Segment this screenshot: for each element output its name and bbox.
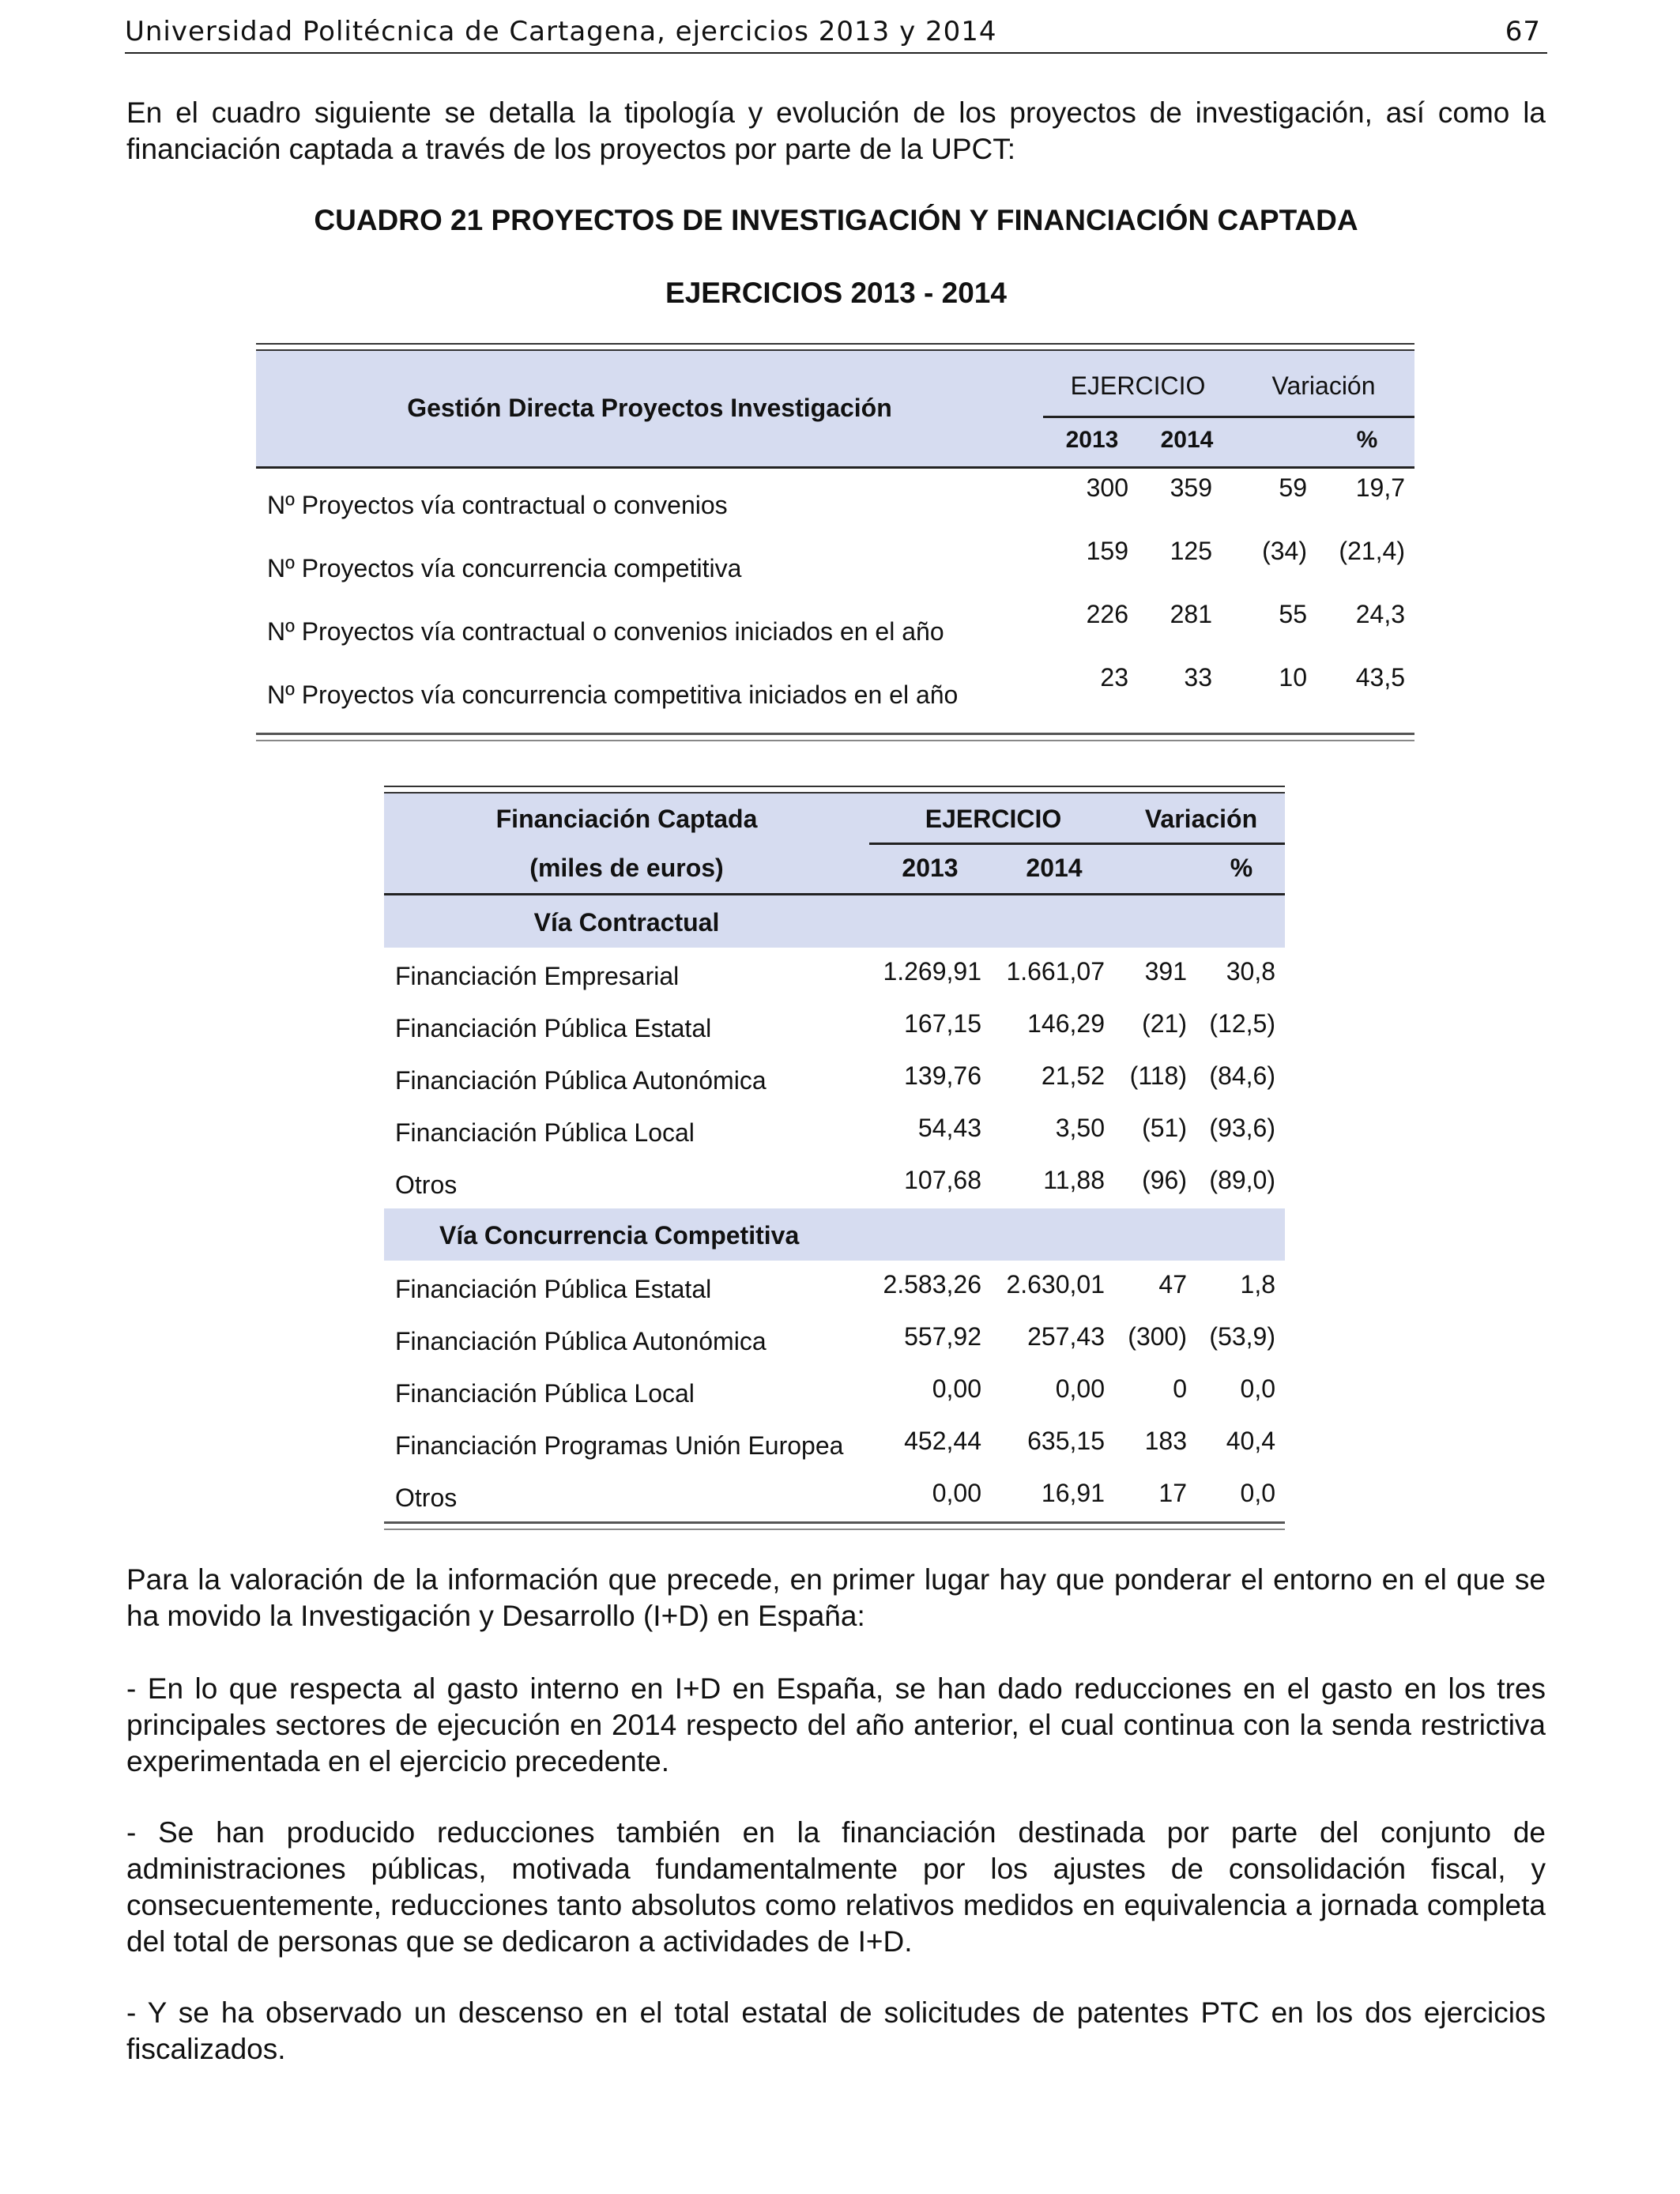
cell-percent: (93,6) xyxy=(1209,1114,1275,1142)
header-2014: 2014 xyxy=(1160,427,1214,453)
cell-variation: (96) xyxy=(1142,1166,1187,1194)
row-label: Financiación Programas Unión Europea xyxy=(395,1431,844,1460)
section-via-concurrencia xyxy=(384,1208,1285,1261)
cell-percent: (84,6) xyxy=(1209,1061,1275,1090)
projects-table xyxy=(256,343,1414,741)
cell-2014: 33 xyxy=(1184,663,1212,692)
row-label: Nº Proyectos vía contractual o convenios iniciados en el año xyxy=(267,617,944,646)
row-label: Nº Proyectos vía concurrencia competitiva iniciados en el año xyxy=(267,680,959,709)
cell-percent: 30,8 xyxy=(1226,957,1275,986)
cell-2013: 557,92 xyxy=(904,1322,981,1351)
cell-2014: 635,15 xyxy=(1027,1427,1105,1455)
table-row xyxy=(384,1417,1285,1469)
table-row xyxy=(384,1000,1285,1052)
section-label: Vía Concurrencia Competitiva xyxy=(439,1221,800,1250)
header-variacion: Variación xyxy=(1271,371,1376,400)
cell-2014: 21,52 xyxy=(1041,1061,1105,1090)
cell-percent: 19,7 xyxy=(1355,473,1405,502)
cell-percent: 1,8 xyxy=(1240,1270,1275,1299)
cell-percent: (89,0) xyxy=(1209,1166,1275,1194)
header-2014: 2014 xyxy=(1026,854,1083,882)
header-gestion: Gestión Directa Proyectos Investigación xyxy=(407,394,892,422)
row-label: Financiación Empresarial xyxy=(395,962,680,990)
cell-percent: (53,9) xyxy=(1209,1322,1275,1351)
cell-percent: (12,5) xyxy=(1209,1009,1275,1038)
table-row xyxy=(384,1365,1285,1417)
row-label: Nº Proyectos vía concurrencia competitiva xyxy=(267,554,742,582)
header-units: (miles de euros) xyxy=(529,854,724,882)
table-row xyxy=(384,1052,1285,1104)
table-bottom-rule xyxy=(384,1521,1285,1530)
cell-2013: 54,43 xyxy=(917,1114,981,1142)
cell-2014: 11,88 xyxy=(1043,1166,1105,1194)
cell-variation: (300) xyxy=(1128,1322,1187,1351)
cell-variation: 47 xyxy=(1158,1270,1187,1299)
cell-2013: 1.269,91 xyxy=(883,957,981,986)
section-via-contractual xyxy=(384,895,1285,948)
cell-2013: 226 xyxy=(1086,600,1128,628)
table-caption-years: EJERCICIOS 2013 - 2014 xyxy=(665,277,1007,309)
cell-2013: 139,76 xyxy=(904,1061,981,1090)
table-row xyxy=(256,469,1414,532)
header-2013: 2013 xyxy=(902,854,959,882)
bullet-gasto-interno: - En lo que respecta al gasto interno en I+D en España, se han dado reducciones en el gasto en los tres principales sectores de ejecución en 2014 respecto del año anterior, el cual continua con la senda restrictiva experimentada en el ejercicio precedente. xyxy=(126,1672,1546,1777)
page-number: 67 xyxy=(1505,16,1541,47)
cell-2014: 146,29 xyxy=(1027,1009,1105,1038)
cell-2014: 125 xyxy=(1170,537,1212,565)
bullet-financiacion-publica: - Se han producido reducciones también en la financiación destinada por parte del conjunto de administraciones públicas, motivada fundamentalmente por los ajustes de consolidación fiscal, y consecuentemente, reducciones tanto absolutos como relativos medidos en equivalencia a jornada completa del total de personas que se dedicaron a actividades de I+D. xyxy=(126,1816,1546,1958)
cell-2013: 159 xyxy=(1086,537,1128,565)
cell-2013: 167,15 xyxy=(904,1009,981,1038)
context-paragraph: Para la valoración de la información que precede, en primer lugar hay que ponderar el entorno en el que se ha movido la Investigación y Desarrollo (I+D) en España: xyxy=(126,1563,1546,1632)
cell-variation: 55 xyxy=(1279,600,1307,628)
table-top-rule xyxy=(384,786,1285,794)
funding-table xyxy=(384,786,1285,1530)
row-label: Financiación Pública Estatal xyxy=(395,1275,712,1303)
cell-variation: (34) xyxy=(1262,537,1307,565)
running-title: Universidad Politécnica de Cartagena, ejercicios 2013 y 2014 xyxy=(125,16,997,47)
cell-2014: 359 xyxy=(1170,473,1212,502)
table-row xyxy=(256,658,1414,722)
cell-variation: 391 xyxy=(1144,957,1187,986)
cell-2014: 257,43 xyxy=(1027,1322,1105,1351)
cell-2013: 0,00 xyxy=(932,1374,981,1403)
cell-variation: (21) xyxy=(1142,1009,1187,1038)
section-label: Vía Contractual xyxy=(533,908,720,937)
cell-2013: 107,68 xyxy=(904,1166,981,1194)
cell-2014: 1.661,07 xyxy=(1006,957,1105,986)
header-pct: % xyxy=(1356,427,1378,453)
table-row xyxy=(256,595,1414,658)
row-label: Nº Proyectos vía contractual o convenios xyxy=(267,491,728,519)
table-row xyxy=(384,1104,1285,1156)
cell-2014: 3,50 xyxy=(1055,1114,1105,1142)
cell-2013: 23 xyxy=(1100,663,1128,692)
table-row xyxy=(384,1313,1285,1365)
row-label: Financiación Pública Autonómica xyxy=(395,1066,767,1095)
table-row xyxy=(384,1156,1285,1208)
cell-percent: (21,4) xyxy=(1339,537,1405,565)
cell-2013: 452,44 xyxy=(904,1427,981,1455)
row-label: Financiación Pública Local xyxy=(395,1118,695,1147)
projects-table-header xyxy=(256,351,1414,469)
cell-2013: 0,00 xyxy=(932,1479,981,1507)
cell-percent: 0,0 xyxy=(1240,1479,1275,1507)
cell-variation: 17 xyxy=(1158,1479,1187,1507)
header-ejercicio: EJERCICIO xyxy=(925,805,1062,833)
cell-2013: 300 xyxy=(1086,473,1128,502)
running-header xyxy=(125,14,1547,54)
header-subrule xyxy=(869,843,1285,845)
cell-variation: 59 xyxy=(1279,473,1307,502)
cell-percent: 24,3 xyxy=(1355,600,1405,628)
header-subrule xyxy=(1043,416,1414,418)
cell-variation: 183 xyxy=(1144,1427,1187,1455)
cell-variation: 10 xyxy=(1279,663,1307,692)
cell-percent: 0,0 xyxy=(1240,1374,1275,1403)
row-label: Otros xyxy=(395,1171,458,1199)
header-variacion: Variación xyxy=(1144,805,1258,833)
intro-paragraph: En el cuadro siguiente se detalla la tipología y evolución de los proyectos de investigación, así como la financiación captada a través de los proyectos por parte de la UPCT: xyxy=(126,96,1546,165)
header-financiacion: Financiación Captada xyxy=(495,805,758,833)
row-label: Financiación Pública Local xyxy=(395,1379,695,1408)
cell-variation: (51) xyxy=(1142,1114,1187,1142)
row-label: Otros xyxy=(395,1483,458,1512)
table-row xyxy=(384,948,1285,1000)
cell-2014: 16,91 xyxy=(1041,1479,1105,1507)
bullet-patentes: - Y se ha observado un descenso en el total estatal de solicitudes de patentes PTC en los dos ejercicios fiscalizados. xyxy=(126,1996,1546,2065)
cell-2014: 0,00 xyxy=(1055,1374,1105,1403)
cell-2013: 2.583,26 xyxy=(883,1270,981,1299)
cell-2014: 2.630,01 xyxy=(1006,1270,1105,1299)
row-label: Financiación Pública Estatal xyxy=(395,1014,712,1042)
table-row xyxy=(256,532,1414,595)
header-pct: % xyxy=(1230,854,1253,882)
table-bottom-rule xyxy=(256,733,1414,741)
funding-table-header xyxy=(384,794,1285,895)
cell-percent: 40,4 xyxy=(1226,1427,1275,1455)
header-ejercicio: EJERCICIO xyxy=(1070,371,1206,400)
table-row xyxy=(384,1469,1285,1521)
table-caption-title: CUADRO 21 PROYECTOS DE INVESTIGACIÓN Y FINANCIACIÓN CAPTADA xyxy=(314,204,1358,236)
table-row xyxy=(384,1261,1285,1313)
row-label: Financiación Pública Autonómica xyxy=(395,1327,767,1355)
cell-variation: (118) xyxy=(1129,1061,1187,1090)
header-2013: 2013 xyxy=(1065,427,1119,453)
table-top-rule xyxy=(256,343,1414,351)
cell-percent: 43,5 xyxy=(1355,663,1405,692)
cell-variation: 0 xyxy=(1173,1374,1187,1403)
cell-2014: 281 xyxy=(1170,600,1212,628)
